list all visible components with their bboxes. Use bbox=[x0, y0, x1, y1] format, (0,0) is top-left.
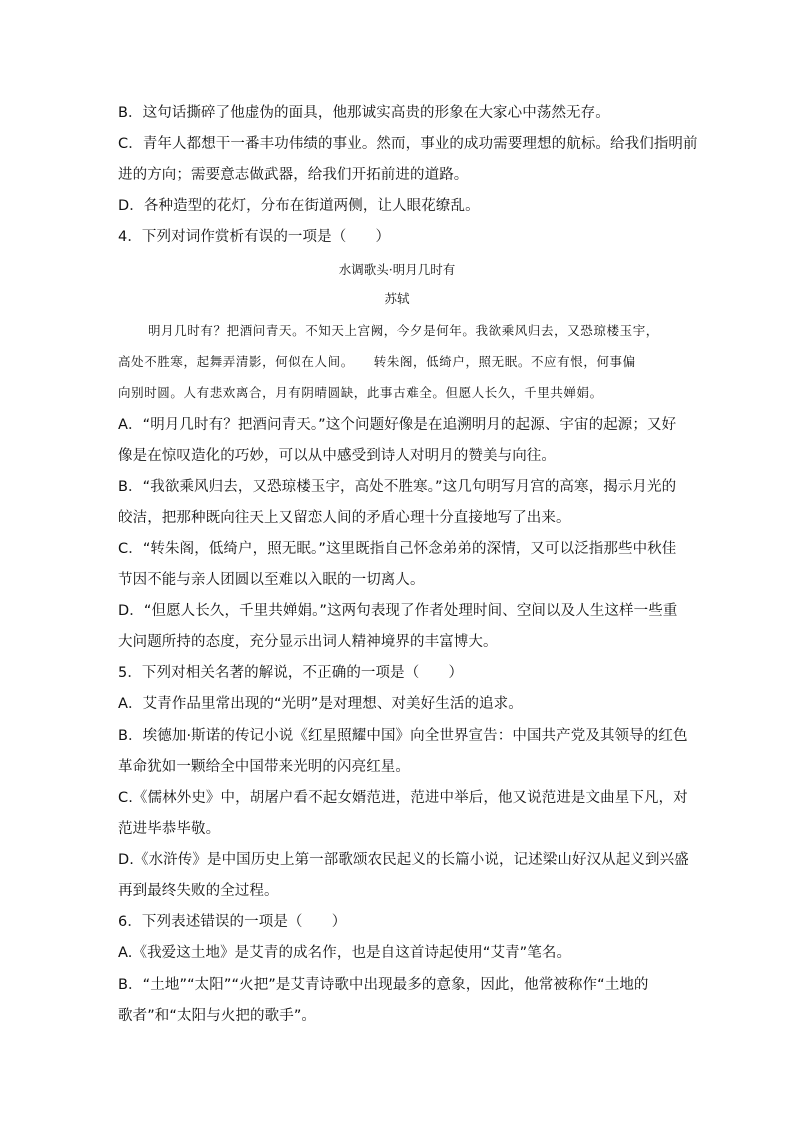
option-d-q5-line1: D.《水浒传》是中国历史上第一部歌颂农民起义的长篇小说，记述梁山好汉从起义到兴盛 bbox=[118, 852, 689, 868]
question-6: 6．下列表述错误的一项是（ ） bbox=[118, 914, 347, 930]
option-a-q4-line1: A．“明月几时有？把酒问青天。”这个问题好像是在追溯明月的起源、宇宙的起源；又好 bbox=[118, 417, 677, 433]
option-b-q6-line1: B．“土地”“太阳”“火把”是艾青诗歌中出现最多的意象，因此，他常被称作“土地的 bbox=[118, 977, 649, 993]
option-c-q5-line2: 范进毕恭毕敬。 bbox=[118, 821, 221, 837]
option-d-q4-line1: D．“但愿人长久，千里共婵娟。”这两句表现了作者处理时间、空间以及人生这样一些重 bbox=[118, 603, 678, 619]
option-b-q4-line2: 皎洁，把那种既向往天上又留恋人间的矛盾心理十分直接地写了出来。 bbox=[118, 510, 571, 526]
option-c-q3-line1: C．青年人都想干一番丰功伟绩的事业。然而，事业的成功需要理想的航标。给我们指明前 bbox=[118, 136, 698, 152]
poem-title: 水调歌头·明月几时有 bbox=[338, 262, 456, 277]
question-4: 4．下列对词作赏析有误的一项是（ ） bbox=[118, 229, 391, 245]
option-a-q6: A.《我爱这土地》是艾青的成名作，也是自这首诗起使用“艾青”笔名。 bbox=[118, 945, 572, 961]
option-a-q5: A．艾青作品里常出现的“光明”是对理想、对美好生活的追求。 bbox=[118, 696, 523, 712]
option-d-q3: D．各种造型的花灯，分布在街道两侧，让人眼花缭乱。 bbox=[118, 198, 480, 214]
option-c-q5-line1: C.《儒林外史》中，胡屠户看不起女婿范进，范进中举后，他又说范进是文曲星下凡，对 bbox=[118, 790, 688, 806]
poem-line-1: 明月几时有？把酒问青天。不知天上宫阙，今夕是何年。我欲乘风归去，又恐琼楼玉宇， bbox=[148, 323, 659, 338]
question-5: 5．下列对相关名著的解说，不正确的一项是（ ） bbox=[118, 665, 464, 681]
option-c-q3-line2: 进的方向；需要意志做武器，给我们开拓前进的道路。 bbox=[118, 167, 469, 183]
option-b-q5-line2: 革命犹如一颗给全中国带来光明的闪亮红星。 bbox=[118, 759, 410, 775]
option-d-q5-line2: 再到最终失败的全过程。 bbox=[118, 883, 279, 899]
option-c-q4-line1: C．“转朱阁，低绮户，照无眠。”这里既指自己怀念弟弟的深情，又可以泛指那些中秋佳 bbox=[118, 541, 677, 557]
option-b-q5-line1: B．埃德加·斯诺的传记小说《红星照耀中国》向全世界宣告：中国共产党及其领导的红色 bbox=[118, 728, 688, 744]
option-b-q3: B．这句话撕碎了他虚伪的面具，他那诚实高贵的形象在大家心中荡然无存。 bbox=[118, 105, 610, 121]
option-c-q4-line2: 节因不能与亲人团圆以至难以入眠的一切离人。 bbox=[118, 572, 425, 588]
poem-line-2: 高处不胜寒，起舞弄清影，何似在人间。 转朱阁，低绮户，照无眠。不应有恨，何事偏 bbox=[118, 354, 636, 369]
option-b-q4-line1: B．“我欲乘风归去，又恐琼楼玉宇，高处不胜寒。”这几句明写月宫的高寒，揭示月光的 bbox=[118, 479, 677, 495]
poem-author: 苏轼 bbox=[384, 291, 410, 306]
option-d-q4-line2: 大问题所持的态度，充分显示出词人精神境界的丰富博大。 bbox=[118, 634, 498, 650]
poem-line-3: 向别时圆。人有悲欢离合，月有阴晴圆缺，此事古难全。但愿人长久，千里共婵娟。 bbox=[118, 385, 603, 400]
option-b-q6-line2: 歌者”和“太阳与火把的歌手”。 bbox=[118, 1008, 317, 1024]
option-a-q4-line2: 像是在惊叹造化的巧妙，可以从中感受到诗人对明月的赞美与向往。 bbox=[118, 448, 556, 464]
